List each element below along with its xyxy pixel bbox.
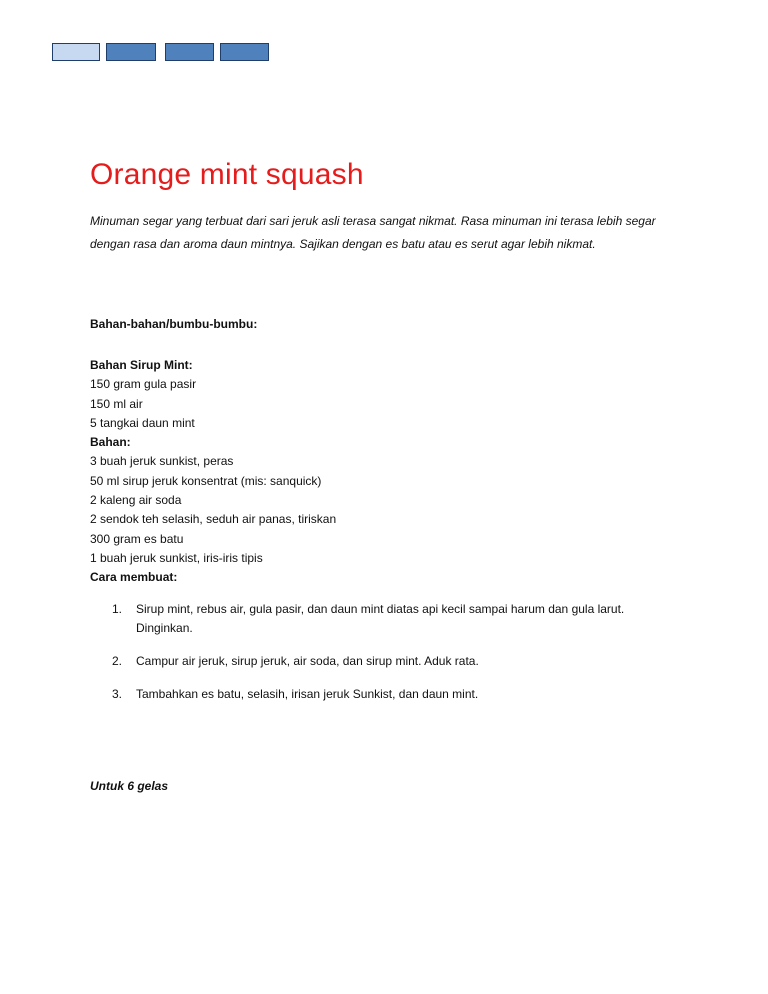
- header-block-3: [165, 43, 214, 61]
- list-item: 300 gram es batu: [90, 531, 184, 546]
- list-item: 5 tangkai daun mint: [90, 415, 195, 430]
- list-item: 3 buah jeruk sunkist, peras: [90, 454, 234, 469]
- step-text: Sirup mint, rebus air, gula pasir, dan daun mint diatas api kecil sampai harum dan gula larut. Dinginkan.: [136, 602, 625, 635]
- step-number: 1.: [112, 602, 123, 616]
- step-number: 2.: [112, 654, 123, 668]
- step-item: [90, 600, 670, 638]
- header-block-4: [220, 43, 269, 61]
- step-number: 3.: [112, 687, 123, 701]
- header-block-1: [52, 43, 100, 61]
- header-block-2: [106, 43, 156, 61]
- list-item: 2 kaleng air soda: [90, 493, 182, 508]
- step-item: [90, 685, 670, 704]
- page-title: Orange mint squash: [90, 158, 364, 191]
- list-item: 2 sendok teh selasih, seduh air panas, tiriskan: [90, 512, 337, 527]
- serving-note: Untuk 6 gelas: [90, 779, 169, 793]
- step-text: Campur air jeruk, sirup jeruk, air soda, dan sirup mint. Aduk rata.: [136, 654, 479, 668]
- mint-syrup-heading: Bahan Sirup Mint:: [90, 358, 193, 372]
- ingredients-list: [90, 356, 336, 588]
- list-item: 150 gram gula pasir: [90, 377, 197, 392]
- list-item: 50 ml sirup jeruk konsentrat (mis: sanquick): [90, 473, 322, 488]
- list-item: 150 ml air: [90, 396, 143, 411]
- list-item: 1 buah jeruk sunkist, iris-iris tipis: [90, 550, 263, 565]
- main-ingredients-heading: Bahan:: [90, 435, 131, 450]
- method-heading: Cara membuat:: [90, 570, 178, 585]
- method-steps: [90, 600, 670, 718]
- intro-paragraph: Minuman segar yang terbuat dari sari jeruk asli terasa sangat nikmat. Rasa minuman ini terasa lebih segar dengan rasa dan aroma daun mintnya. Sajikan dengan es batu atau es serut agar lebih nikmat.: [90, 214, 656, 251]
- ingredients-heading: Bahan-bahan/bumbu-bumbu:: [90, 317, 258, 331]
- step-text: Tambahkan es batu, selasih, irisan jeruk Sunkist, dan daun mint.: [136, 687, 479, 701]
- step-item: [90, 652, 670, 671]
